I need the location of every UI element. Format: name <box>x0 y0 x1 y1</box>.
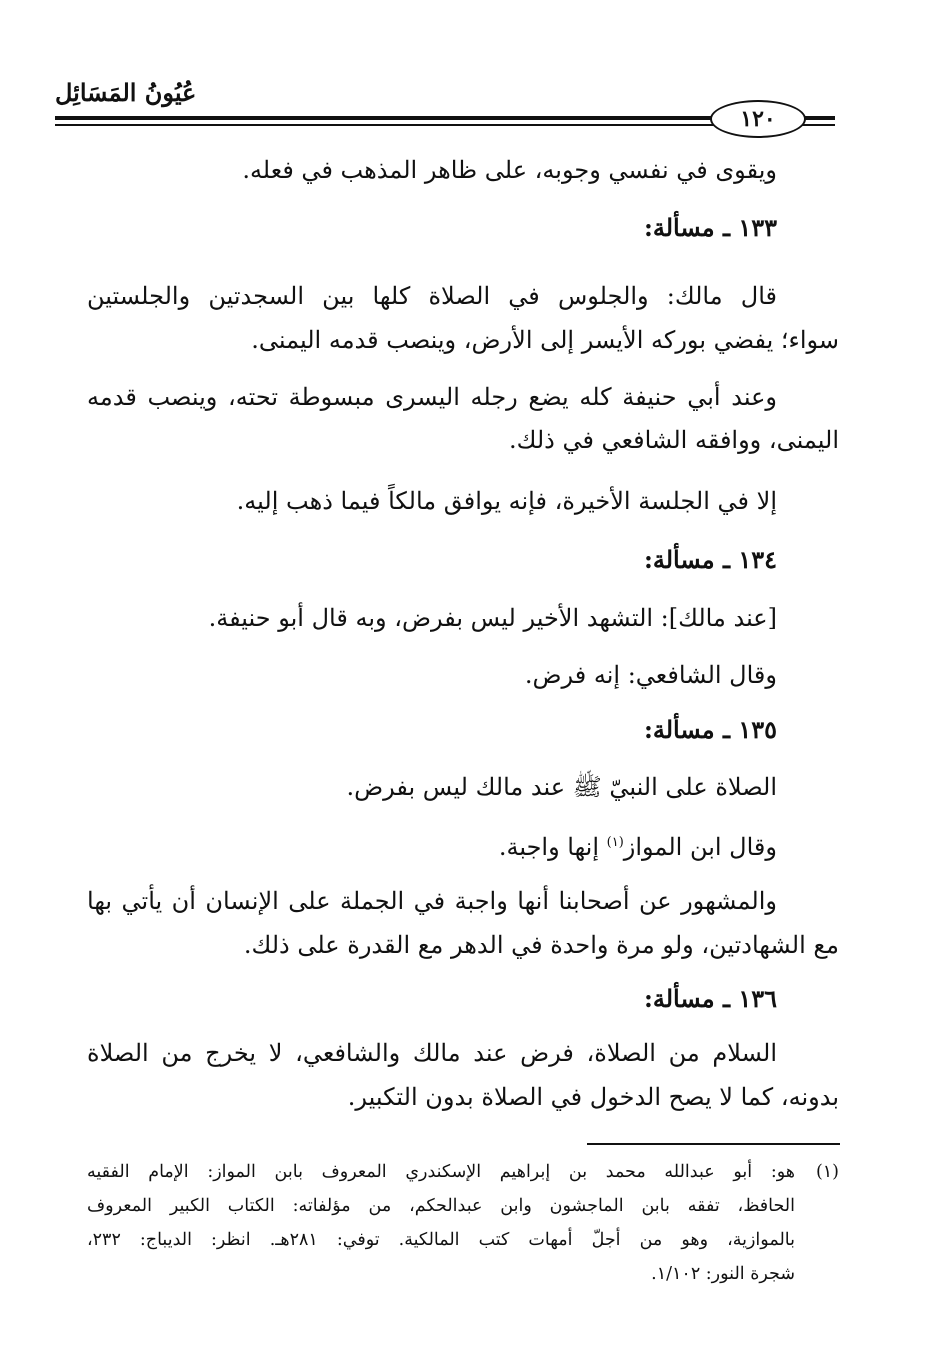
text-line: إلا في الجلسة الأخيرة، فإنه يوافق مالكاً فيما ذهب إليه. <box>236 487 777 515</box>
text-line: الصلاة على النبيّ ﷺ عند مالك ليس بفرض. <box>346 773 777 801</box>
page-number: ١٢٠ <box>710 100 806 138</box>
text-line: اليمنى، ووافقه الشافعي في ذلك. <box>508 426 839 454</box>
text-line: السلام من الصلاة، فرض عند مالك والشافعي، لا يخرج من الصلاة <box>87 1039 777 1067</box>
footnote-line: بالموازية، وهو من أجلّ أمهات كتب المالكية. توفي: ٢٨١هـ. انظر: الديباج: ٢٣٢، <box>87 1230 795 1250</box>
running-head-title: عُيُونُ المَسَائِل <box>55 78 197 107</box>
footnote-reference[interactable]: (١) <box>606 835 624 850</box>
text-line: [عند مالك]: التشهد الأخير ليس بفرض، وبه قال أبو حنيفة. <box>208 604 777 632</box>
footnote-line: الحافظ، تفقه بابن الماجشون وابن عبدالحكم، من مؤلفاته: الكتاب الكبير المعروف <box>87 1196 795 1216</box>
text-line: بدونه، كما لا يصح الدخول في الصلاة بدون التكبير. <box>347 1083 839 1111</box>
footnote-line: شجرة النور: ١/١٠٢. <box>651 1264 795 1284</box>
text-segment: وقال ابن المواز <box>623 833 777 861</box>
text-line: وعند أبي حنيفة كله يضع رجله اليسرى مبسوطة تحته، وينصب قدمه <box>87 383 777 411</box>
issue-heading-136: ١٣٦ ـ مسألة: <box>643 984 777 1013</box>
text-segment: إنها واجبة. <box>498 833 607 861</box>
text-line: وقال الشافعي: إنه فرض. <box>524 661 777 689</box>
footnote-separator <box>587 1143 840 1145</box>
text-line: مع الشهادتين، ولو مرة واحدة في الدهر مع القدرة على ذلك. <box>243 931 839 959</box>
footnote-line: هو: أبو عبدالله محمد بن إبراهيم الإسكندري المعروف بابن المواز: الإمام الفقيه <box>87 1162 795 1182</box>
text-line: قال مالك: والجلوس في الصلاة كلها بين السجدتين والجلستين <box>87 282 777 310</box>
text-line: ويقوى في نفسي وجوبه، على ظاهر المذهب في فعله. <box>242 156 777 184</box>
issue-heading-135: ١٣٥ ـ مسألة: <box>643 715 777 744</box>
text-line: والمشهور عن أصحابنا أنها واجبة في الجملة على الإنسان أن يأتي بها <box>87 887 777 915</box>
footnote-marker: (١) <box>815 1162 839 1182</box>
issue-heading-134: ١٣٤ ـ مسألة: <box>643 545 777 574</box>
issue-heading-133: ١٣٣ ـ مسألة: <box>643 213 777 242</box>
text-line: سواء؛ يفضي بوركه الأيسر إلى الأرض، وينصب قدمه اليمنى. <box>251 326 839 354</box>
text-line-with-note <box>499 828 777 862</box>
